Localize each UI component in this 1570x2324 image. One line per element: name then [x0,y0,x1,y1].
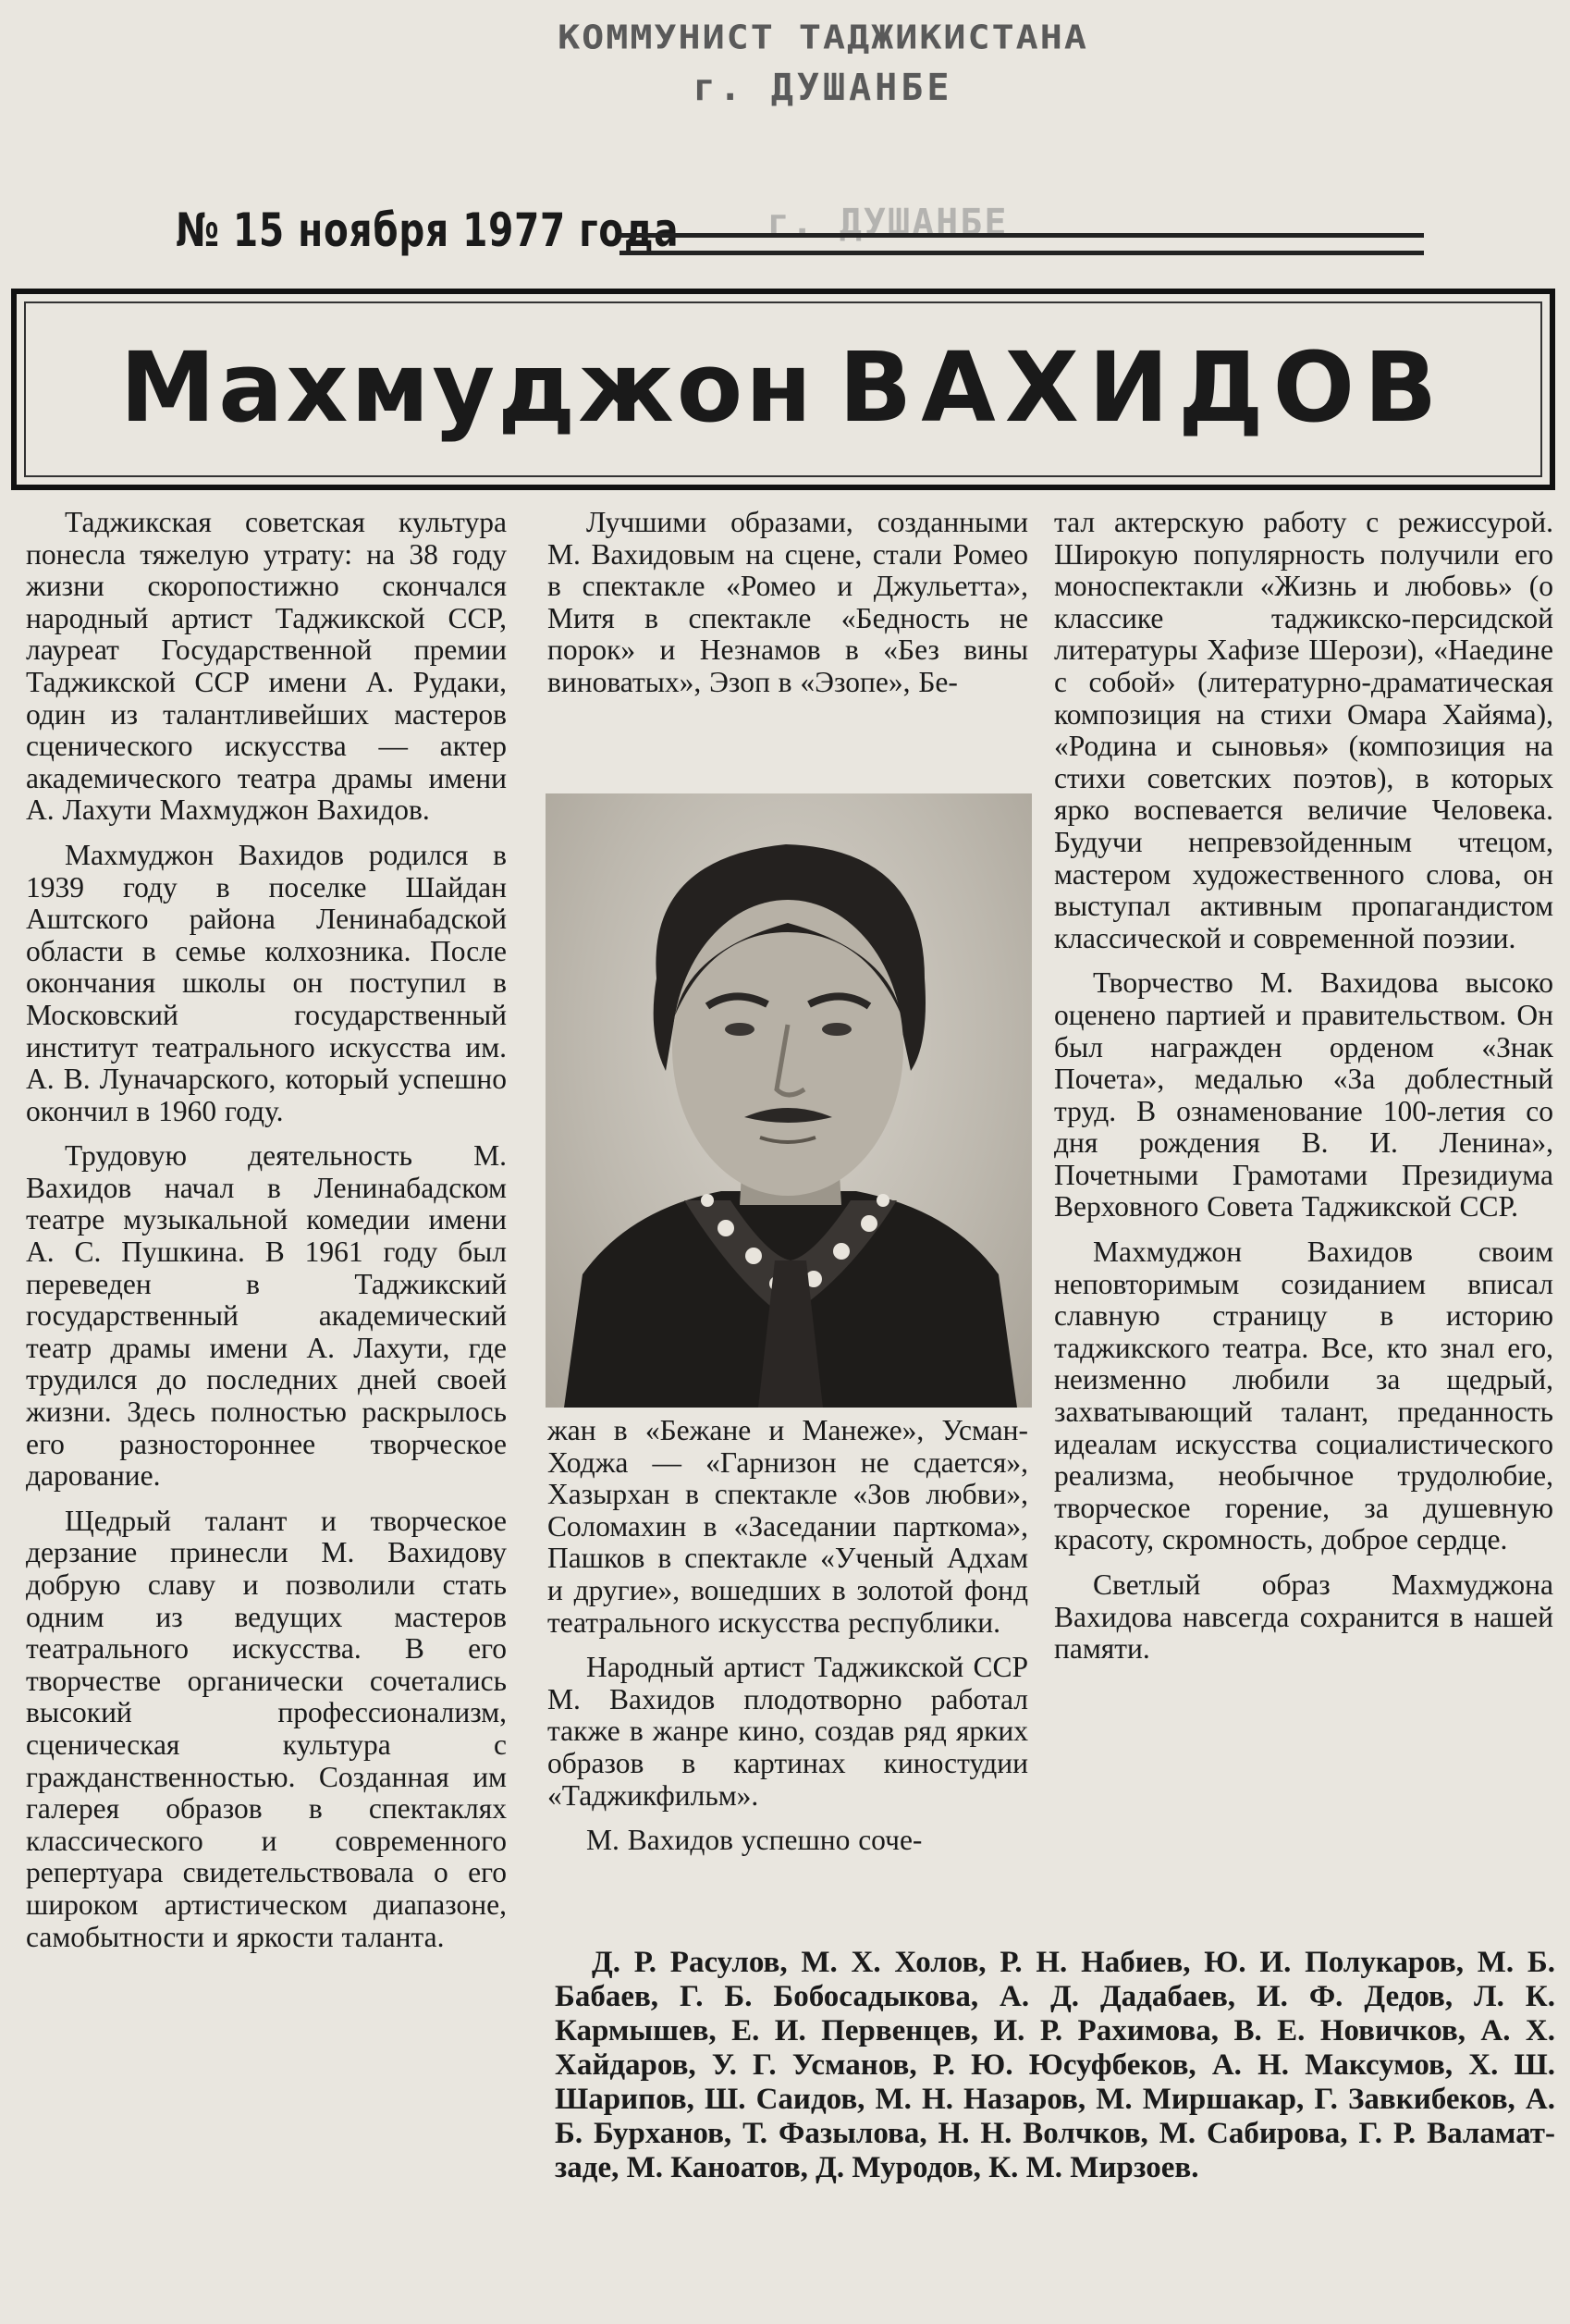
paragraph: тал актерскую работу с режиссурой. Широкую популярность получили его моноспектакли «Жизнь и любовь» (о классике таджикско-персидской литературы Хафизе Шерози), «Наедине с собой» (литературно-драматическая композиция на стихи Омара Хайяма), «Родина и сыновья» (композиция на стихи советских поэтов), в которых ярко воспевается величие Человека. Будучи непревзойденным чтецом, мастером художественного слова, он выступал активным пропагандистом классической и современной поэзии. [1054,506,1553,954]
stamp-line-2: г. ДУШАНБЕ [693,67,953,109]
article-column-2-top [547,507,1028,712]
paragraph: Таджикская советская культура понесла тяжелую утрату: на 38 году жизни скоропостижно скончался народный артист Таджикской ССР, лауреат Государственной премии Таджикской ССР имени А. Рудаки, один из талантливейших мастеров сценического искусства — актер академического театра драмы имени А. Лахути Махмуджон Вахидов. [26,506,507,827]
signatories-list: Д. Р. Расулов, М. Х. Холов, Р. Н. Набиев, Ю. И. Полукаров, М. Б. Бабаев, Г. Б. Бобосадыкова, А. Д. Дадабаев, И. Ф. Дедов, Л. К. Кармышев, Е. И. Первенцев, И. Р. Рахимова, В. Е. Новичков, А. Х. Хайдаров, У. Г. Усманов, Р. Ю. Юсуфбеков, А. Н. Максумов, Х. Ш. Шарипов, Ш. Саидов, М. Н. Назаров, М. Миршакар, Г. Завкибеков, А. Б. Бурханов, Т. Фазылова, Н. Н. Волчков, М. Сабирова, Г. Р. Валамат-заде, М. Каноатов, Д. Муродов, К. М. Мирзоев. [555,1946,1555,2184]
paragraph: Щедрый талант и творческое дерзание принесли М. Вахидову добрую славу и позволили стать одним из ведущих мастеров театрального искусства. В его творчестве органически сочетались высокий профессионализм, сценическая культура с гражданственностью. Созданная им галерея образов в спектаклях классического и современного репертуара свидетельствовала о его широком артистическом диапазоне, самобытности и яркости таланта. [26,1504,507,1953]
article-column-2-bottom [547,1415,1028,1870]
article-column-3 [1054,507,1553,1678]
paragraph: Творчество М. Вахидова высоко оценено партией и правительством. Он был награжден орденом «Знак Почета», медалью «За доблестный труд. В ознаменование 100-летия со дня рождения В. И. Ленина», Почетными Грамотами Президиума Верховного Совета Таджикской ССР. [1054,966,1553,1223]
stamp-ghost-print: г. ДУШАНБЕ [767,202,1009,244]
headline-box [11,289,1555,490]
headline-last-name: ВАХИДОВ [839,331,1447,444]
paragraph: Махмуджон Вахидов родился в 1939 году в поселке Шайдан Аштского района Ленинабадской области в семье колхозника. После окончания школы он поступил в Московский государственный институт театрального искусства им. А. В. Луначарского, который успешно окончил в 1960 году. [26,838,507,1127]
paragraph: жан в «Бежане и Манеже», Усман-Ходжа — «Гарнизон не сдается», Хазырхан в спектакле «Зов любви», Соломахин в «Заседании парткома», Пашков в спектакле «Ученый Адхам и другие», вошедших в золотой фонд театрального искусства республики. [547,1414,1028,1639]
portrait-illustration [546,793,1032,1408]
paragraph: М. Вахидов успешно соче- [586,1824,923,1857]
dateline [176,203,1248,261]
date-text: № 15 ноября 1977 года [176,203,680,257]
stamp-line-1: КОММУНИСТ ТАДЖИКИСТАНА [558,18,1088,57]
article-column-1 [26,507,507,1966]
portrait-photo [546,793,1032,1408]
paragraph: Светлый образ Махмуджона Вахидова навсегда сохранится в нашей памяти. [1054,1568,1553,1666]
headline-first-name: Махмуджон [119,331,816,444]
newspaper-stamp [555,17,1091,109]
paragraph: Трудовую деятельность М. Вахидов начал в Ленинабадском театре музыкальной комедии имени А. С. Пушкина. В 1961 году был переведен в Таджикский государственный академический театр драмы имени А. Лахути, где трудился до последних дней своей жизни. Здесь полностью раскрылось его разностороннее творческое дарование. [26,1139,507,1493]
date-rule [619,233,1424,255]
headline [17,331,1550,444]
paragraph: Лучшими образами, созданными М. Вахидовым на сцене, стали Ромео в спектакле «Ромео и Джульетта», Митя в спектакле «Бедность не порок» и Незнамов в «Без вины виноватых», Эзоп в «Эзопе», Бе- [547,506,1028,698]
paragraph: Махмуджон Вахидов своим неповторимым созиданием вписал славную страницу в историю таджикского театра. Все, кто знал его, неизменно любили за щедрый, захватывающий талант, преданность идеалам искусства социалистического реализма, необычное трудолюбие, творческое горение, за душевную красоту, скромность, доброе сердце. [1054,1236,1553,1556]
paragraph: Народный артист Таджикской ССР М. Вахидов плодотворно работал также в жанре кино, создав ряд ярких образов в картинах киностудии «Таджикфильм». [547,1651,1028,1812]
